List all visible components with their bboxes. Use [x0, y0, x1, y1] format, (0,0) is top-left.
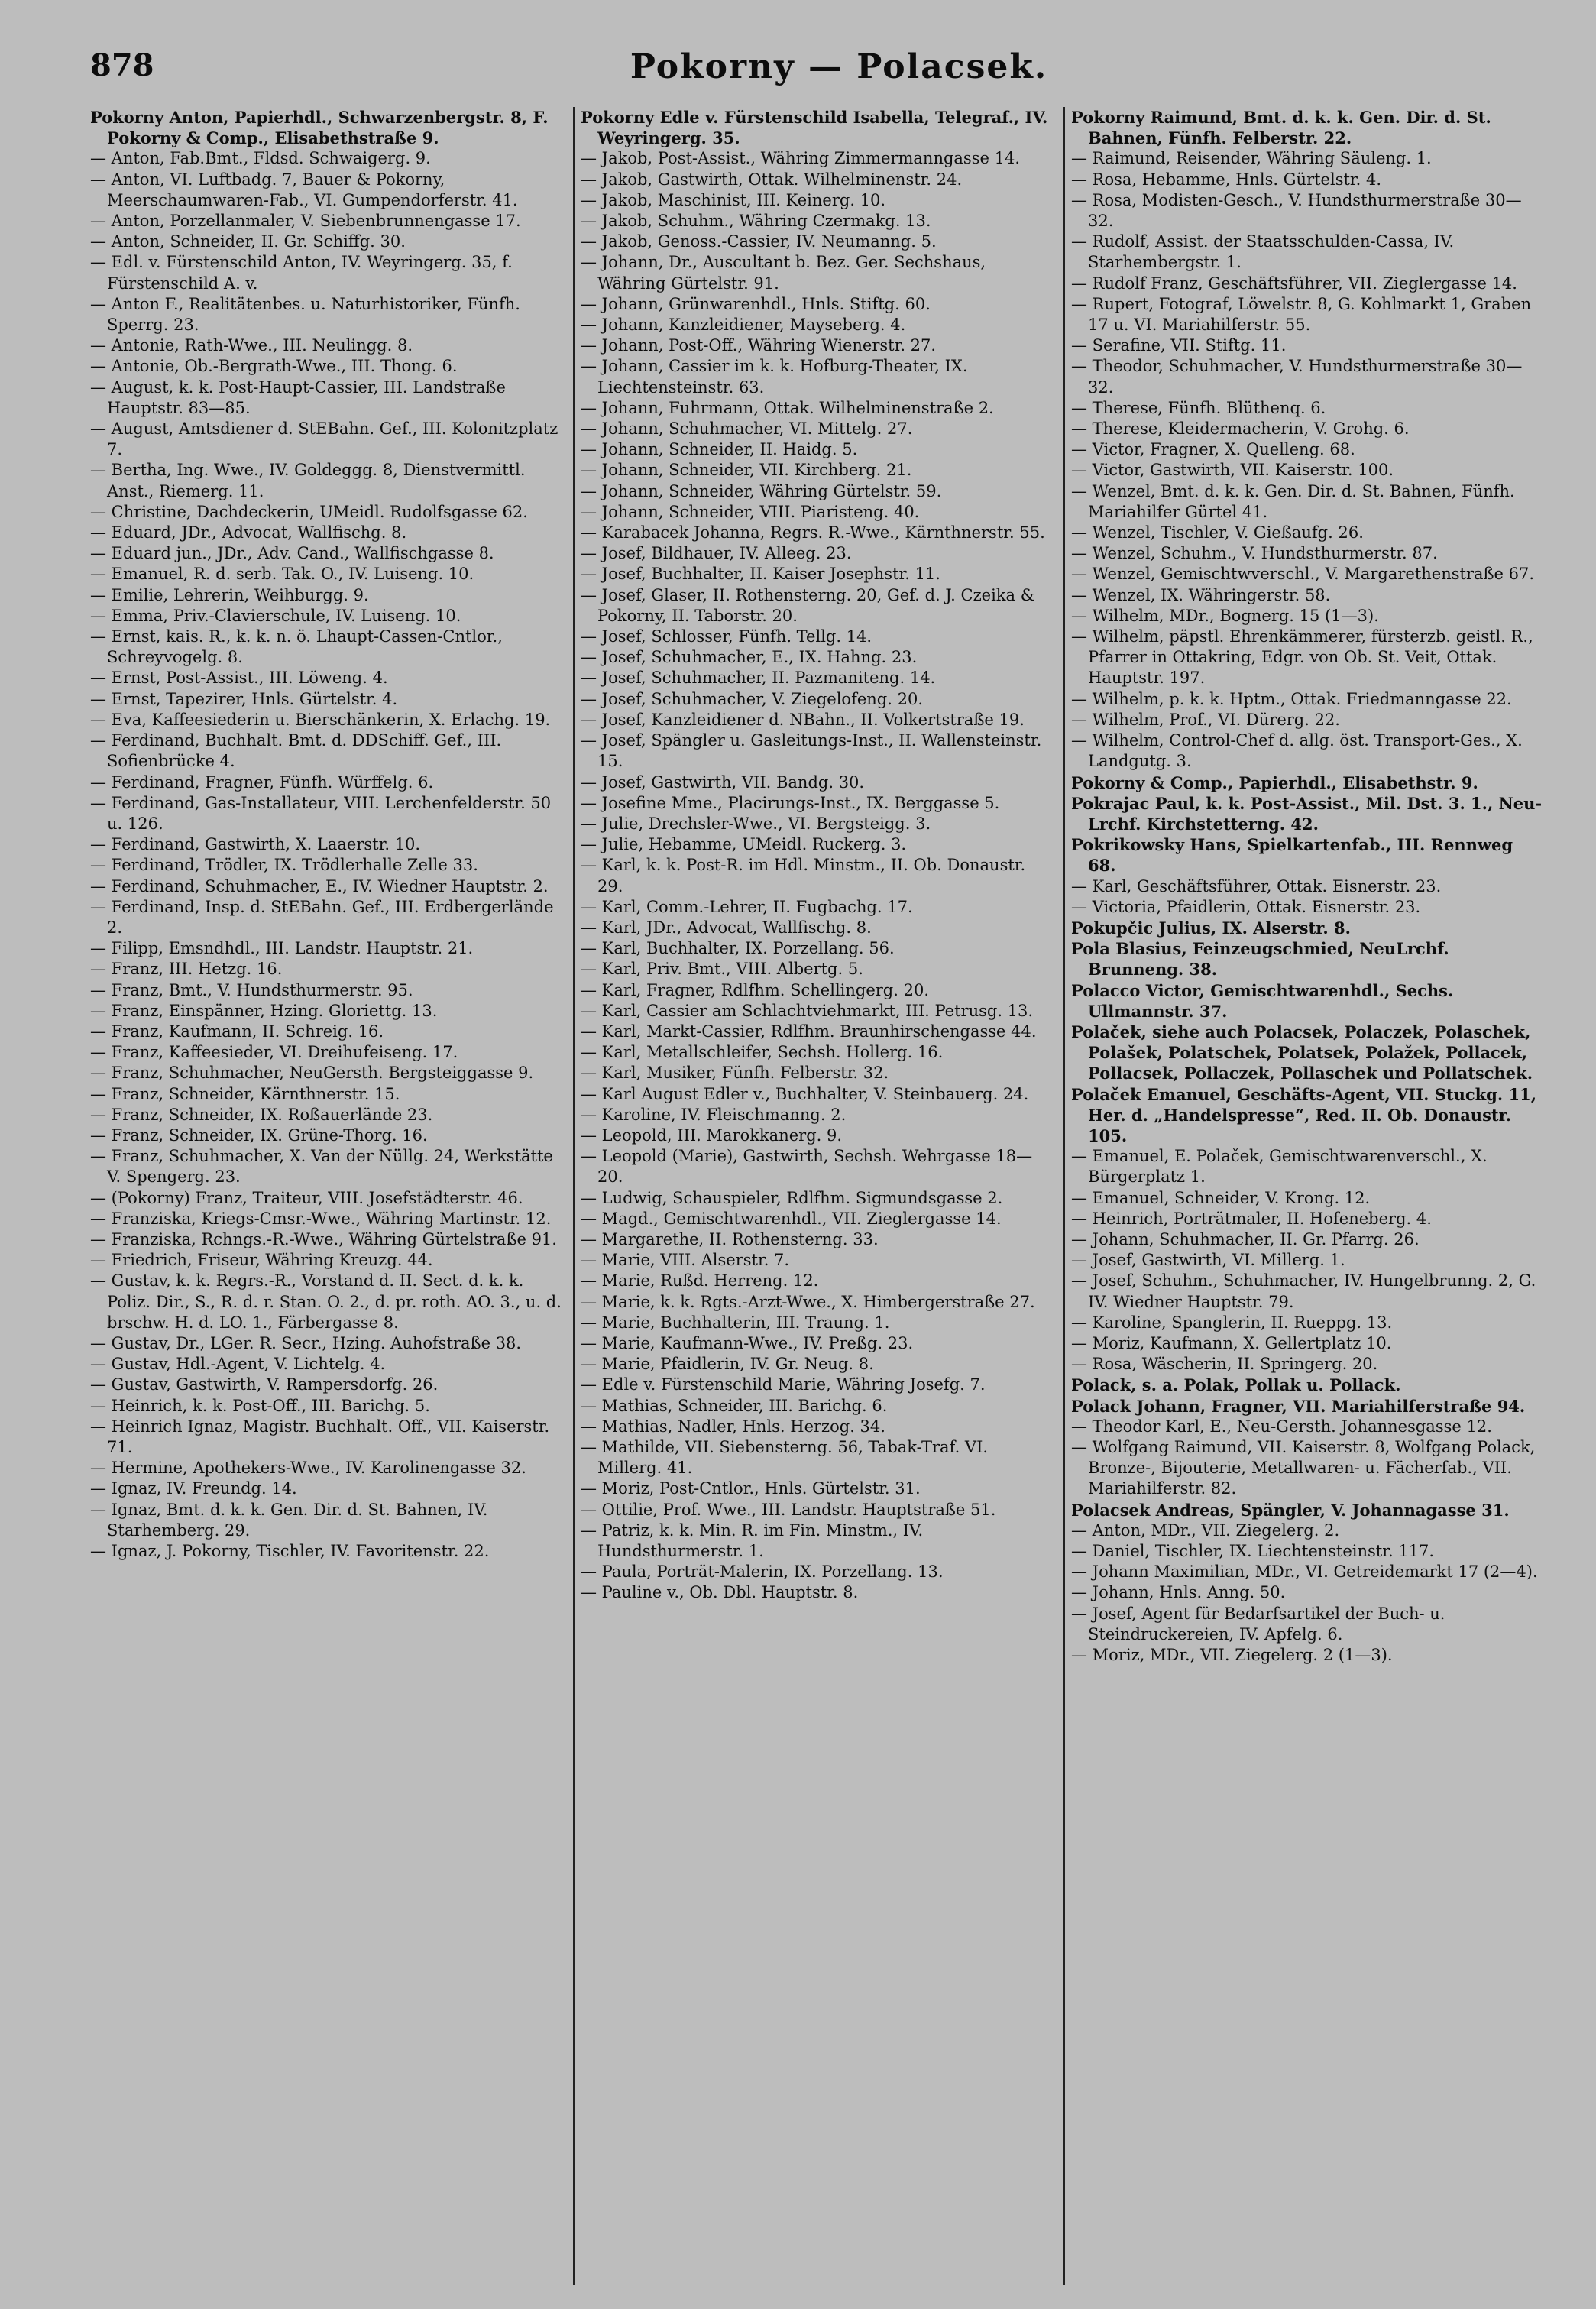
directory-entry: — Franz, Einspänner, Hzing. Gloriettg. 13.: [90, 1001, 438, 1020]
directory-entry: — Johann, Fuhrmann, Ottak. Wilhelminenstraße 2.: [581, 398, 994, 417]
directory-entry: — Josef, Agent für Bedarfsartikel der Buch- u. Steindruckereien, IV. Apfelg. 6.: [1071, 1604, 1445, 1644]
directory-entry: — Moriz, Kaufmann, X. Gellertplatz 10.: [1071, 1333, 1392, 1352]
directory-entry: — Ottilie, Prof. Wwe., III. Landstr. Hauptstraße 51.: [581, 1500, 996, 1519]
column-2: [581, 107, 1054, 2300]
directory-entry: — Theodor Karl, E., Neu-Gersth. Johannesgasse 12.: [1071, 1417, 1492, 1436]
directory-entry: Polack, s. a. Polak, Pollak u. Pollack.: [1071, 1375, 1401, 1395]
directory-entry: — Gustav, k. k. Regrs.-R., Vorstand d. II. Sect. d. k. k. Poliz. Dir., S., R. d. r. Stan. O. 2., d. pr. roth. AO. 3., u. d. brschw. H. d. LO. 1., Färbergasse 8.: [90, 1271, 562, 1332]
directory-entry: Pokorny Edle v. Fürstenschild Isabella, Telegraf., IV. Weyringerg. 35.: [581, 108, 1048, 148]
directory-entry: — Ferdinand, Gastwirth, X. Laaerstr. 10.: [90, 835, 421, 854]
directory-entry: — Wilhelm, Prof., VI. Dürerg. 22.: [1071, 710, 1340, 729]
directory-entry: — Franziska, Kriegs-Cmsr.-Wwe., Währing Martinstr. 12.: [90, 1209, 552, 1228]
directory-entry: — Daniel, Tischler, IX. Liechtensteinstr. 117.: [1071, 1542, 1435, 1561]
directory-entry: — Ferdinand, Gas-Installateur, VIII. Lerchenfelderstr. 50 u. 126.: [90, 793, 552, 833]
directory-entry: — Rudolf, Assist. der Staatsschulden-Cassa, IV. Starhembergstr. 1.: [1071, 232, 1455, 272]
directory-entry: — Josef, Schuhmacher, E., IX. Hahng. 23.: [581, 648, 918, 667]
directory-entry: — Ignaz, J. Pokorny, Tischler, IV. Favoritenstr. 22.: [90, 1542, 490, 1561]
directory-entry: — Moriz, MDr., VII. Ziegelerg. 2 (1—3).: [1071, 1646, 1393, 1665]
directory-entry: Polacco Victor, Gemischtwarenhdl., Sechs. Ullmannstr. 37.: [1071, 980, 1454, 1021]
directory-entry: — Pauline v., Ob. Dbl. Hauptstr. 8.: [581, 1583, 859, 1602]
directory-entry: — Karl, Buchhalter, IX. Porzellang. 56.: [581, 939, 895, 958]
column-divider: [573, 107, 575, 2285]
directory-entry: — Marie, Buchhalterin, III. Traung. 1.: [581, 1313, 890, 1332]
directory-entry: — August, k. k. Post-Haupt-Cassier, III. Landstraße Hauptstr. 83—85.: [90, 377, 506, 417]
directory-entry: — Anton F., Realitätenbes. u. Naturhistoriker, Fünfh. Sperrg. 23.: [90, 294, 520, 335]
directory-entry: — Ernst, Tapezirer, Hnls. Gürtelstr. 4.: [90, 689, 398, 708]
directory-entry: — Ernst, kais. R., k. k. n. ö. Lhaupt-Cassen-Cntlor., Schreyvogelg. 8.: [90, 627, 503, 667]
directory-entry: — Karl, Musiker, Fünfh. Felberstr. 32.: [581, 1064, 889, 1083]
directory-entry: — Johann, Schuhmacher, VI. Mittelg. 27.: [581, 419, 913, 439]
directory-entry: — Wenzel, IX. Währingerstr. 58.: [1071, 585, 1331, 604]
directory-entry: — Julie, Drechsler-Wwe., VI. Bergsteigg. 3.: [581, 814, 931, 833]
directory-entry: — Gustav, Hdl.-Agent, V. Lichtelg. 4.: [90, 1355, 386, 1374]
directory-entry: — Paula, Porträt-Malerin, IX. Porzellang. 13.: [581, 1563, 944, 1582]
directory-entry: — Karl, JDr., Advocat, Wallfischg. 8.: [581, 918, 872, 937]
directory-entry: — Hermine, Apothekers-Wwe., IV. Karolinengasse 32.: [90, 1459, 526, 1478]
directory-entry: — Wolfgang Raimund, VII. Kaiserstr. 8, Wolfgang Polack, Bronze-, Bijouterie, Metallwaren- u. Fächerfab., VII. Mariahilferstr. 82.: [1071, 1438, 1536, 1498]
directory-entry: — Johann, Kanzleidiener, Mayseberg. 4.: [581, 316, 906, 335]
directory-entry: — Josef, Gastwirth, VI. Millerg. 1.: [1071, 1251, 1345, 1270]
directory-entry: — Johann, Grünwarenhdl., Hnls. Stiftg. 60.: [581, 294, 931, 313]
directory-entry: — Bertha, Ing. Wwe., IV. Goldeggg. 8, Dienstvermittl. Anst., Riemerg. 11.: [90, 461, 526, 500]
directory-entry: — Johann, Schneider, II. Haidg. 5.: [581, 440, 858, 459]
directory-entry: — Heinrich Ignaz, Magistr. Buchhalt. Off., VII. Kaiserstr. 71.: [90, 1417, 550, 1456]
directory-entry: — Johann, Post-Off., Währing Wienerstr. 27.: [581, 336, 937, 355]
directory-entry: Pokrajac Paul, k. k. Post-Assist., Mil. Dst. 3. 1., Neu-Lrchf. Kirchstetterng. 42.: [1071, 793, 1543, 834]
directory-entry: — Ignaz, Bmt. d. k. k. Gen. Dir. d. St. Bahnen, IV. Starhemberg. 29.: [90, 1500, 488, 1540]
directory-entry: — Franz, Schneider, IX. Grüne-Thorg. 16.: [90, 1125, 428, 1145]
directory-entry: — Johann, Dr., Auscultant b. Bez. Ger. Sechshaus, Währing Gürtelstr. 91.: [581, 253, 986, 293]
directory-entry: — Ernst, Post-Assist., III. Löweng. 4.: [90, 669, 388, 688]
directory-entry: — Serafine, VII. Stiftg. 11.: [1071, 336, 1287, 355]
directory-entry: — Emma, Priv.-Clavierschule, IV. Luiseng. 10.: [90, 606, 461, 625]
directory-entry: — Victor, Gastwirth, VII. Kaiserstr. 100.: [1071, 461, 1394, 480]
directory-entry: — Emanuel, R. d. serb. Tak. O., IV. Luiseng. 10.: [90, 565, 474, 584]
directory-entry: — Edl. v. Fürstenschild Anton, IV. Weyringerg. 35, f. Fürstenschild A. v.: [90, 253, 513, 293]
directory-entry: — Josefine Mme., Placirungs-Inst., IX. Berggasse 5.: [581, 793, 1000, 812]
directory-entry: — Magd., Gemischtwarenhdl., VII. Zieglergasse 14.: [581, 1209, 1002, 1228]
directory-entry: Polacsek Andreas, Spängler, V. Johannagasse 31.: [1071, 1500, 1510, 1520]
column-3: [1071, 107, 1545, 2300]
directory-entry: — Karl, Fragner, Rdlfhm. Schellingerg. 20.: [581, 980, 930, 999]
directory-entry: — Josef, Glaser, II. Rothensterng. 20, Gef. d. J. Czeika & Pokorny, II. Taborstr. 20.: [581, 585, 1035, 625]
directory-entry: — Theodor, Schuhmacher, V. Hundsthurmerstraße 30—32.: [1071, 357, 1523, 397]
directory-entry: — (Pokorny) Franz, Traiteur, VIII. Josefstädterstr. 46.: [90, 1188, 523, 1207]
directory-entry: — Johann, Schneider, VII. Kirchberg. 21.: [581, 461, 912, 480]
directory-entry: — Franz, Schuhmacher, X. Van der Nüllg. 24, Werkstätte V. Spengerg. 23.: [90, 1147, 553, 1187]
directory-entry: — Karl, Cassier am Schlachtviehmarkt, III. Petrusg. 13.: [581, 1001, 1034, 1020]
directory-entry: — Therese, Fünfh. Blüthenq. 6.: [1071, 398, 1326, 417]
directory-entry: — Franz, Bmt., V. Hundsthurmerstr. 95.: [90, 980, 413, 999]
directory-entry: — Wenzel, Gemischtwverschl., V. Margarethenstraße 67.: [1071, 565, 1535, 584]
directory-entry: — Emanuel, E. Polaček, Gemischtwarenverschl., X. Bürgerplatz 1.: [1071, 1147, 1488, 1187]
directory-entry: — Karl, k. k. Post-R. im Hdl. Minstm., II. Ob. Donaustr. 29.: [581, 856, 1026, 895]
directory-entry: Polack Johann, Fragner, VII. Mariahilferstraße 94.: [1071, 1396, 1526, 1416]
directory-entry: — Ferdinand, Insp. d. StEBahn. Gef., III. Erdbergerlände 2.: [90, 897, 554, 937]
directory-entry: — Heinrich, Porträtmaler, II. Hofeneberg. 4.: [1071, 1209, 1432, 1228]
directory-entry: Pokorny Raimund, Bmt. d. k. k. Gen. Dir. d. St. Bahnen, Fünfh. Felberstr. 22.: [1071, 108, 1491, 148]
directory-entry: — Rosa, Wäscherin, II. Springerg. 20.: [1071, 1355, 1378, 1374]
directory-entry: — Marie, Pfaidlerin, IV. Gr. Neug. 8.: [581, 1355, 874, 1374]
directory-entry: — Mathias, Nadler, Hnls. Herzog. 34.: [581, 1417, 885, 1436]
directory-entry: — Heinrich, k. k. Post-Off., III. Barichg. 5.: [90, 1396, 430, 1415]
directory-entry: Pokrikowsky Hans, Spielkartenfab., III. Rennweg 68.: [1071, 835, 1513, 876]
directory-entry: — Johann, Hnls. Anng. 50.: [1071, 1583, 1286, 1602]
directory-entry: — Marie, Rußd. Herreng. 12.: [581, 1271, 819, 1291]
directory-entry: — Marie, k. k. Rgts.-Arzt-Wwe., X. Himbergerstraße 27.: [581, 1292, 1035, 1311]
directory-entry: — Franziska, Rchngs.-R.-Wwe., Währing Gürtelstraße 91.: [90, 1229, 557, 1248]
directory-entry: — Josef, Buchhalter, II. Kaiser Josephstr. 11.: [581, 565, 940, 584]
directory-entry: — Franz, Kaffeesieder, VI. Dreihufeiseng. 17.: [90, 1043, 458, 1062]
directory-entry: — Gustav, Dr., LGer. R. Secr., Hzing. Auhofstraße 38.: [90, 1333, 522, 1352]
directory-entry: — Wilhelm, MDr., Bognerg. 15 (1—3).: [1071, 606, 1379, 625]
directory-entry: — Johann, Cassier im k. k. Hofburg-Theater, IX. Liechtensteinstr. 63.: [581, 357, 968, 397]
directory-entry: — Johann, Schuhmacher, II. Gr. Pfarrg. 26.: [1071, 1229, 1420, 1248]
directory-entry: — Eduard jun., JDr., Adv. Cand., Wallfischgasse 8.: [90, 544, 494, 563]
directory-entry: — Raimund, Reisender, Währing Säuleng. 1.: [1071, 149, 1432, 168]
directory-entry: — Josef, Spängler u. Gasleitungs-Inst., II. Wallensteinstr. 15.: [581, 731, 1042, 771]
directory-entry: — Josef, Gastwirth, VII. Bandg. 30.: [581, 772, 865, 792]
directory-entry: — Karl, Markt-Cassier, Rdlfhm. Braunhirschengasse 44.: [581, 1022, 1037, 1041]
directory-entry: — Ferdinand, Schuhmacher, E., IV. Wiedner Hauptstr. 2.: [90, 876, 549, 895]
directory-entry: — Moriz, Post-Cntlor., Hnls. Gürtelstr. 31.: [581, 1479, 921, 1498]
directory-entry: — Franz, Kaufmann, II. Schreig. 16.: [90, 1022, 384, 1041]
directory-entry: — Victor, Fragner, X. Quelleng. 68.: [1071, 440, 1355, 459]
directory-entry: — Friedrich, Friseur, Währing Kreuzg. 44.: [90, 1251, 433, 1270]
directory-entry: — August, Amtsdiener d. StEBahn. Gef., III. Kolonitzplatz 7.: [90, 419, 558, 459]
directory-entry: — Anton, Schneider, II. Gr. Schiffg. 30.: [90, 232, 406, 251]
directory-entry: — Wenzel, Bmt. d. k. k. Gen. Dir. d. St. Bahnen, Fünfh. Mariahilfer Gürtel 41.: [1071, 481, 1515, 521]
directory-entry: — Jakob, Gastwirth, Ottak. Wilhelminenstr. 24.: [581, 170, 963, 189]
directory-entry: — Franz, Schneider, IX. Roßauerlände 23.: [90, 1105, 433, 1124]
directory-entry: — Jakob, Schuhm., Währing Czermakg. 13.: [581, 212, 931, 231]
directory-entry: Pokorny Anton, Papierhdl., Schwarzenbergstr. 8, F. Pokorny & Comp., Elisabethstraße 9.: [90, 108, 549, 148]
directory-entry: — Emilie, Lehrerin, Weihburgg. 9.: [90, 585, 369, 604]
directory-entry: — Franz, Schneider, Kärnthnerstr. 15.: [90, 1084, 400, 1103]
directory-entry: — Marie, VIII. Alserstr. 7.: [581, 1251, 790, 1270]
directory-entry: — Karoline, IV. Fleischmanng. 2.: [581, 1105, 847, 1124]
directory-entry: — Rosa, Modisten-Gesch., V. Hundsthurmerstraße 30—32.: [1071, 190, 1522, 231]
directory-entry: — Karoline, Spanglerin, II. Rueppg. 13.: [1071, 1313, 1393, 1332]
directory-entry: — Josef, Schlosser, Fünfh. Tellg. 14.: [581, 627, 872, 646]
directory-entry: — Wenzel, Schuhm., V. Hundsthurmerstr. 87.: [1071, 544, 1438, 563]
directory-entry: — Josef, Schuhm., Schuhmacher, IV. Hungelbrunng. 2, G. IV. Wiedner Hauptstr. 79.: [1071, 1271, 1536, 1311]
directory-entry: — Eduard, JDr., Advocat, Wallfischg. 8.: [90, 523, 407, 542]
directory-entry: — Leopold, III. Marokkanerg. 9.: [581, 1125, 843, 1145]
directory-entry: — Johann, Schneider, VIII. Piaristeng. 40.: [581, 502, 920, 521]
directory-entry: — Wilhelm, päpstl. Ehrenkämmerer, fürsterzb. geistl. R., Pfarrer in Ottakring, Edgr. von Ob. St. Veit, Ottak. Hauptstr. 197.: [1071, 627, 1533, 688]
directory-entry: — Anton, VI. Luftbadg. 7, Bauer & Pokorny, Meerschaumwaren-Fab., VI. Gumpendorferstr. 41.: [90, 170, 518, 209]
directory-entry: — Emanuel, Schneider, V. Krong. 12.: [1071, 1188, 1371, 1207]
directory-entry: — Josef, Schuhmacher, II. Pazmaniteng. 14.: [581, 669, 936, 688]
directory-entry: — Karl, Metallschleifer, Sechsh. Hollerg. 16.: [581, 1043, 944, 1062]
column-1: [90, 107, 564, 2300]
directory-entry: — Wilhelm, Control-Chef d. allg. öst. Transport-Ges., X. Landgutg. 3.: [1071, 731, 1523, 771]
directory-entry: — Karabacek Johanna, Regrs. R.-Wwe., Kärnthnerstr. 55.: [581, 523, 1045, 542]
directory-entry: — Ignaz, IV. Freundg. 14.: [90, 1479, 297, 1498]
page-title: Pokorny — Polacsek.: [630, 47, 1048, 86]
page-number: 878: [90, 47, 154, 83]
directory-entry: — Antonie, Rath-Wwe., III. Neulingg. 8.: [90, 336, 413, 355]
directory-entry: Pokupčic Julius, IX. Alserstr. 8.: [1071, 918, 1351, 938]
directory-entry: — Karl, Geschäftsführer, Ottak. Eisnerstr. 23.: [1071, 876, 1442, 895]
directory-entry: — Anton, MDr., VII. Ziegelerg. 2.: [1071, 1520, 1340, 1540]
directory-entry: — Rosa, Hebamme, Hnls. Gürtelstr. 4.: [1071, 170, 1382, 189]
directory-entry: — Eva, Kaffeesiederin u. Bierschänkerin, X. Erlachg. 19.: [90, 710, 551, 729]
directory-entry: — Ferdinand, Fragner, Fünfh. Würffelg. 6.: [90, 772, 434, 792]
page-header: [90, 47, 1588, 101]
directory-entry: — Karl August Edler v., Buchhalter, V. Steinbauerg. 24.: [581, 1084, 1029, 1103]
directory-entry: — Rudolf Franz, Geschäftsführer, VII. Zieglergasse 14.: [1071, 274, 1517, 293]
directory-entry: — Gustav, Gastwirth, V. Rampersdorfg. 26.: [90, 1375, 439, 1394]
directory-entry: — Wilhelm, p. k. k. Hptm., Ottak. Friedmanngasse 22.: [1071, 689, 1512, 708]
directory-entry: — Franz, Schuhmacher, NeuGersth. Bergsteiggasse 9.: [90, 1064, 534, 1083]
directory-entry: — Josef, Schuhmacher, V. Ziegelofeng. 20.: [581, 689, 923, 708]
directory-entry: — Ferdinand, Trödler, IX. Trödlerhalle Zelle 33.: [90, 856, 478, 875]
directory-entry: — Edle v. Fürstenschild Marie, Währing Josefg. 7.: [581, 1375, 986, 1394]
directory-entry: — Julie, Hebamme, UMeidl. Ruckerg. 3.: [581, 835, 907, 854]
directory-entry: — Antonie, Ob.-Bergrath-Wwe., III. Thong. 6.: [90, 357, 458, 376]
directory-entry: — Jakob, Maschinist, III. Keinerg. 10.: [581, 190, 886, 209]
directory-entry: — Johann, Schneider, Währing Gürtelstr. 59.: [581, 481, 942, 500]
column-divider: [1063, 107, 1065, 2285]
directory-entry: — Karl, Priv. Bmt., VIII. Albertg. 5.: [581, 960, 863, 979]
directory-entry: Polaček, siehe auch Polacsek, Polaczek, Polaschek, Polašek, Polatschek, Polatsek, Polažek, Pollacek, Pollacsek, Pollaczek, Pollaschek und Pollatschek.: [1071, 1022, 1533, 1083]
directory-entry: Polaček Emanuel, Geschäfts-Agent, VII. Stuckg. 11, Her. d. „Handelspresse“, Red. II. Ob. Donaustr. 105.: [1071, 1084, 1537, 1145]
directory-entry: — Johann Maximilian, MDr., VI. Getreidemarkt 17 (2—4).: [1071, 1563, 1538, 1582]
directory-entry: — Patriz, k. k. Min. R. im Fin. Minstm., IV. Hundsthurmerstr. 1.: [581, 1520, 924, 1561]
directory-entry: — Ferdinand, Buchhalt. Bmt. d. DDSchiff. Gef., III. Sofienbrücke 4.: [90, 731, 502, 771]
directory-entry: — Christine, Dachdeckerin, UMeidl. Rudolfsgasse 62.: [90, 502, 528, 521]
directory-entry: — Rupert, Fotograf, Löwelstr. 8, G. Kohlmarkt 1, Graben 17 u. VI. Mariahilferstr. 55.: [1071, 294, 1532, 335]
directory-entry: — Filipp, Emsndhdl., III. Landstr. Hauptstr. 21.: [90, 939, 474, 958]
directory-entry: — Jakob, Post-Assist., Währing Zimmermanngasse 14.: [581, 149, 1020, 168]
directory-entry: — Karl, Comm.-Lehrer, II. Fugbachg. 17.: [581, 897, 913, 916]
directory-entry: — Leopold (Marie), Gastwirth, Sechsh. Wehrgasse 18—20.: [581, 1147, 1033, 1187]
directory-entry: — Anton, Porzellanmaler, V. Siebenbrunnengasse 17.: [90, 212, 521, 231]
directory-entry: — Jakob, Genoss.-Cassier, IV. Neumanng. 5.: [581, 232, 937, 251]
directory-entry: — Josef, Kanzleidiener d. NBahn., II. Volkertstraße 19.: [581, 710, 1025, 729]
directory-entry: — Mathilde, VII. Siebensterng. 56, Tabak-Traf. VI. Millerg. 41.: [581, 1438, 989, 1478]
directory-entry: — Marie, Kaufmann-Wwe., IV. Preßg. 23.: [581, 1333, 914, 1352]
directory-entry: — Margarethe, II. Rothensterng. 33.: [581, 1229, 879, 1248]
directory-entry: — Ludwig, Schauspieler, Rdlfhm. Sigmundsgasse 2.: [581, 1188, 1003, 1207]
directory-entry: — Wenzel, Tischler, V. Gießaufg. 26.: [1071, 523, 1364, 542]
directory-entry: — Franz, III. Hetzg. 16.: [90, 960, 283, 979]
directory-entry: — Victoria, Pfaidlerin, Ottak. Eisnerstr. 23.: [1071, 897, 1421, 916]
directory-entry: Pola Blasius, Feinzeugschmied, NeuLrchf. Brunneng. 38.: [1071, 939, 1449, 980]
directory-entry: — Josef, Bildhauer, IV. Alleeg. 23.: [581, 544, 852, 563]
directory-entry: — Therese, Kleidermacherin, V. Grohg. 6.: [1071, 419, 1410, 439]
directory-entry: — Anton, Fab.Bmt., Fldsd. Schwaigerg. 9.: [90, 149, 431, 168]
directory-entry: Pokorny & Comp., Papierhdl., Elisabethstr. 9.: [1071, 772, 1478, 792]
directory-entry: — Mathias, Schneider, III. Barichg. 6.: [581, 1396, 888, 1415]
